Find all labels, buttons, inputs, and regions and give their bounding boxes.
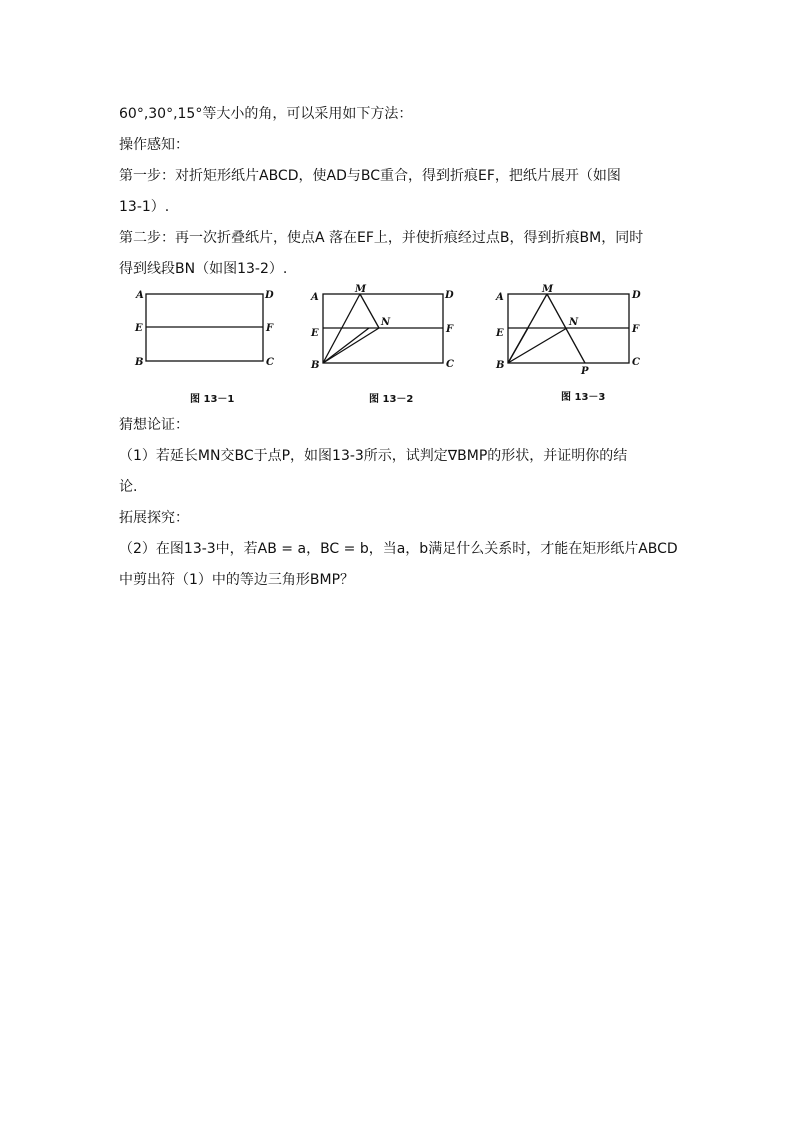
segment-bn-fold	[323, 328, 369, 363]
label-b: B	[135, 357, 144, 368]
label-m: M	[355, 284, 367, 295]
label-d: D	[265, 290, 274, 301]
figure-13-1	[130, 285, 290, 410]
text-line-4: 13-1）.	[119, 199, 170, 215]
text-line-9: 论.	[119, 479, 138, 495]
figure-caption: 图 13－3	[561, 392, 606, 403]
label-d: D	[445, 290, 454, 301]
label-f: F	[266, 323, 274, 334]
text-line-8: （1）若延长MN交BC于点P，如图13-3所示，试判定∇BMP的形状，并证明你的结	[119, 448, 628, 464]
label-a: A	[311, 292, 319, 303]
segment-bn	[508, 328, 567, 363]
text-line-3: 第一步：对折矩形纸片ABCD，使AD与BC重合，得到折痕EF，把纸片展开（如图	[119, 168, 621, 184]
segment-bn	[323, 328, 379, 363]
label-e: E	[496, 328, 504, 339]
label-p: P	[581, 366, 589, 377]
label-a: A	[136, 290, 144, 301]
text-line-6: 得到线段BN（如图13-2）.	[119, 261, 288, 277]
figure-caption: 图 13－2	[369, 394, 414, 405]
label-c: C	[632, 357, 640, 368]
text-line-7: 猜想论证：	[119, 417, 189, 433]
text-line-11: （2）在图13-3中，若AB = a，BC = b，当a，b满足什么关系时，才能在矩形纸片ABCD	[119, 541, 678, 557]
label-c: C	[446, 359, 454, 370]
label-m: M	[542, 284, 554, 295]
text-line-1: 60°,30°,15°等大小的角，可以采用如下方法：	[119, 106, 413, 122]
label-c: C	[266, 357, 274, 368]
figure-13-2	[307, 283, 467, 408]
label-e: E	[135, 323, 143, 334]
label-n: N	[381, 317, 391, 328]
label-a: A	[496, 292, 504, 303]
text-line-5: 第二步：再一次折叠纸片，使点A 落在EF上，并使折痕经过点B，得到折痕BM，同时	[119, 230, 644, 246]
label-b: B	[496, 360, 505, 371]
text-line-12: 中剪出符（1）中的等边三角形BMP？	[119, 572, 355, 588]
label-f: F	[632, 324, 640, 335]
label-f: F	[446, 324, 454, 335]
text-line-2: 操作感知：	[119, 137, 189, 153]
label-n: N	[569, 317, 579, 328]
figure-13-3	[495, 283, 655, 408]
label-b: B	[311, 360, 320, 371]
figure-caption: 图 13－1	[190, 394, 235, 405]
label-d: D	[632, 290, 641, 301]
label-e: E	[311, 328, 319, 339]
text-line-10: 拓展探究：	[119, 510, 189, 526]
segment-mn	[360, 294, 379, 328]
